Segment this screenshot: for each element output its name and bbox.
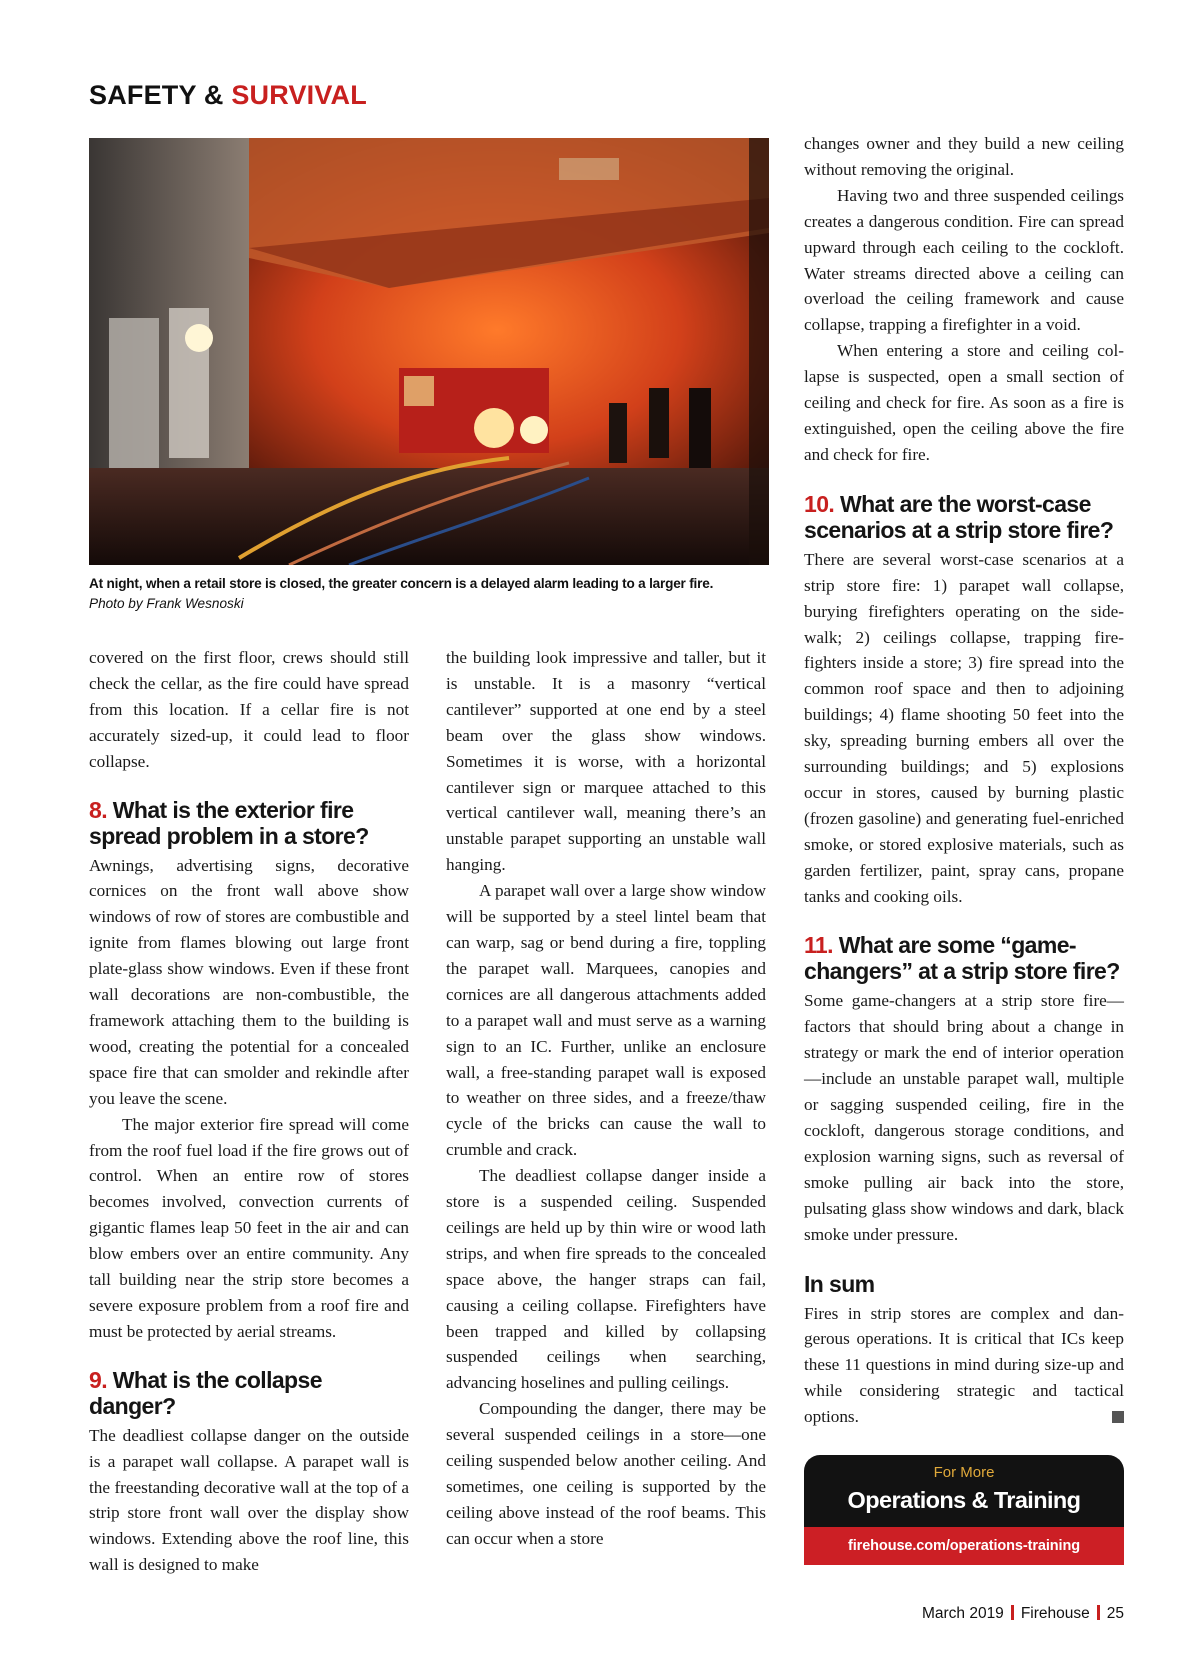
paragraph-final (804, 1301, 1124, 1431)
caption-text: At night, when a retail store is closed, the greater concern is a delayed alarm leading to a larger fire. (89, 576, 714, 591)
promo-header (804, 1455, 1124, 1527)
end-mark-icon (1112, 1411, 1124, 1423)
paragraph: changes owner and they build a new ceiling without removing the original. (804, 134, 1124, 179)
page-footer (922, 1605, 1124, 1623)
paragraph: Compounding the danger, there may be several suspended ceilings in a store—one ceiling suspended below another ceiling. And sometimes, one ceiling is supported by the ceiling above instead of the roof beams. This can occur when a store (446, 1399, 766, 1548)
promo-title: Operations & Training (847, 1487, 1081, 1513)
question-title: What is the exterior fire spread problem in a store? (89, 796, 369, 849)
question-number: 8. (89, 796, 107, 823)
question-number: 10. (804, 490, 835, 517)
paragraph: When entering a store and ceiling collapse is suspected, open a small section of ceiling and check for fire. As soon as a fire is extinguished, open the ceiling above the fire and check for fire. (804, 341, 1124, 464)
section-title-part2: SURVIVAL (231, 80, 367, 110)
separator (1097, 1605, 1100, 1620)
footer-magazine: Firehouse (1020, 1605, 1090, 1622)
section-title-part1: SAFETY & (89, 80, 232, 110)
question-11-heading (804, 932, 1124, 984)
question-9-heading (89, 1367, 409, 1419)
paragraph: Some game-changers at a strip store fire—factors that should bring about a change in strategy or mark the end of interior operation—include an unstable parapet wall, multiple or sagging suspended ceiling, fire in the cockloft, dangerous storage conditions, and explosion warning signs, such as reversal of smoke pulling air back into the store, pulsating glass show windows and dark, black smoke under pressure. (804, 991, 1124, 1244)
paragraph: The major exterior fire spread will come from the roof fuel load if the fire grows out of control. When an entire row of stores becomes involved, convection currents of gigantic flames leap 50 feet in the air and can blow embers over an entire community. Any tall building near the strip store becomes a severe exposure problem from a roof fire and must be protected by aerial streams. (89, 1114, 409, 1341)
question-10-heading (804, 491, 1124, 543)
column-3 (804, 131, 1124, 1430)
photo-credit: Photo by Frank Wesnoski (89, 596, 244, 611)
paragraph: Having two and three suspended ceilings creates a dangerous condition. Fire can spread upward through each ceiling to the cockloft. Water streams directed above a ceiling can overload the ceiling framework and cause collapse, trapping a firefighter in a void. (804, 185, 1124, 335)
paragraph: The deadliest collapse danger on the outside is a parapet wall collapse. A parapet wall is the freestanding decorative wall at the top of a strip store front wall over the display show windows. Extending above the roof line, this wall is designed to make (89, 1425, 409, 1575)
section-title (89, 80, 367, 111)
fire-scene-photo (89, 138, 769, 565)
photo-caption (89, 574, 779, 614)
paragraph: covered on the first floor, crews should still check the cellar, as the fire could have spread from this location. If a cellar fire is not accurately sized-up, it could lead to floor collapse. (89, 648, 409, 771)
promo-for-more: For More (933, 1464, 995, 1481)
question-8-heading (89, 797, 409, 849)
paragraph: The deadliest collapse danger inside a store is a suspended ceiling. Suspended ceilings are held up by thin wire or wood lath strips, and when fire spreads to the concealed space above, the hanger straps can fail, causing a ceiling collapse. Firefighters have been trapped and killed by collapsing suspended ceilings when searching, advancing hoselines and pulling ceilings. (446, 1166, 766, 1393)
fire-scene-illustration (89, 138, 769, 565)
in-sum-heading: In sum (804, 1270, 875, 1297)
separator (1011, 1605, 1014, 1620)
paragraph: A parapet wall over a large show window will be supported by a steel lintel beam that can warp, sag or bend during a fire, toppling the parapet wall. Marquees, canopies and cornices are all dangerous attachments added to a parapet wall and must serve as a warning sign to an IC. Further, unlike an enclosure wall, a free-standing parapet wall is exposed to weather on three sides, and a freeze/thaw cycle of the bricks can cause the wall to crumble and crack. (446, 881, 766, 1160)
promo-link[interactable]: firehouse.com/operations-training (804, 1527, 1124, 1565)
question-number: 9. (89, 1366, 107, 1393)
page-number: 25 (1106, 1605, 1124, 1622)
paragraph-text: Fires in strip stores are complex and dangerous operations. It is critical that ICs keep these 11 questions in mind during size-up and while considering strategic and tactical options. (804, 1303, 1124, 1427)
question-number: 11. (804, 932, 833, 959)
paragraph: the building look impressive and taller, but it is unstable. It is a masonry “vertical cantilever” supported at one end by a steel beam over the glass show windows. Sometimes it is worse, with a horizontal cantilever sign or marquee attached to this vertical cantilever wall, meaning there’s an unstable parapet supporting an unstable wall hanging. (446, 648, 766, 875)
column-1 (89, 645, 409, 1578)
column-2 (446, 645, 766, 1552)
footer-date: March 2019 (921, 1605, 1004, 1622)
question-title: What are the worst-case scenarios at a strip store fire? (804, 490, 1114, 543)
promo-box[interactable] (804, 1455, 1124, 1565)
question-title: What are some “game-changers” at a strip store fire? (804, 932, 1120, 985)
paragraph: Awnings, advertising signs, decorative cornices on the front wall above show windows of row of stores are combustible and ignite from flames blowing out large front plate-glass show windows. Even if these front wall decorations are non-combustible, the framework attaching them to the building is wood, creating the potential for a concealed space fire that can smolder and rekindle after you leave the scene. (89, 855, 409, 1108)
question-title: What is the collapse danger? (89, 1366, 322, 1419)
paragraph: There are several worst-case scenarios at a strip store fire: 1) parapet wall collapse, burying firefighters operating on the sidewalk; 2) ceilings collapse, trapping firefighters inside a store; 3) fire spread into the common roof space and then to adjoining buildings; 4) flame shooting 50 feet into the sky, spreading burning embers all over the surrounding buildings; and 5) explosions occur in stores, caused by burning plastic (frozen gasoline) and generating fuel-enriched smoke, or stored explosive materials, such as garden fertilizer, paint, spray cans, propane tanks and cooking oils. (804, 549, 1124, 906)
